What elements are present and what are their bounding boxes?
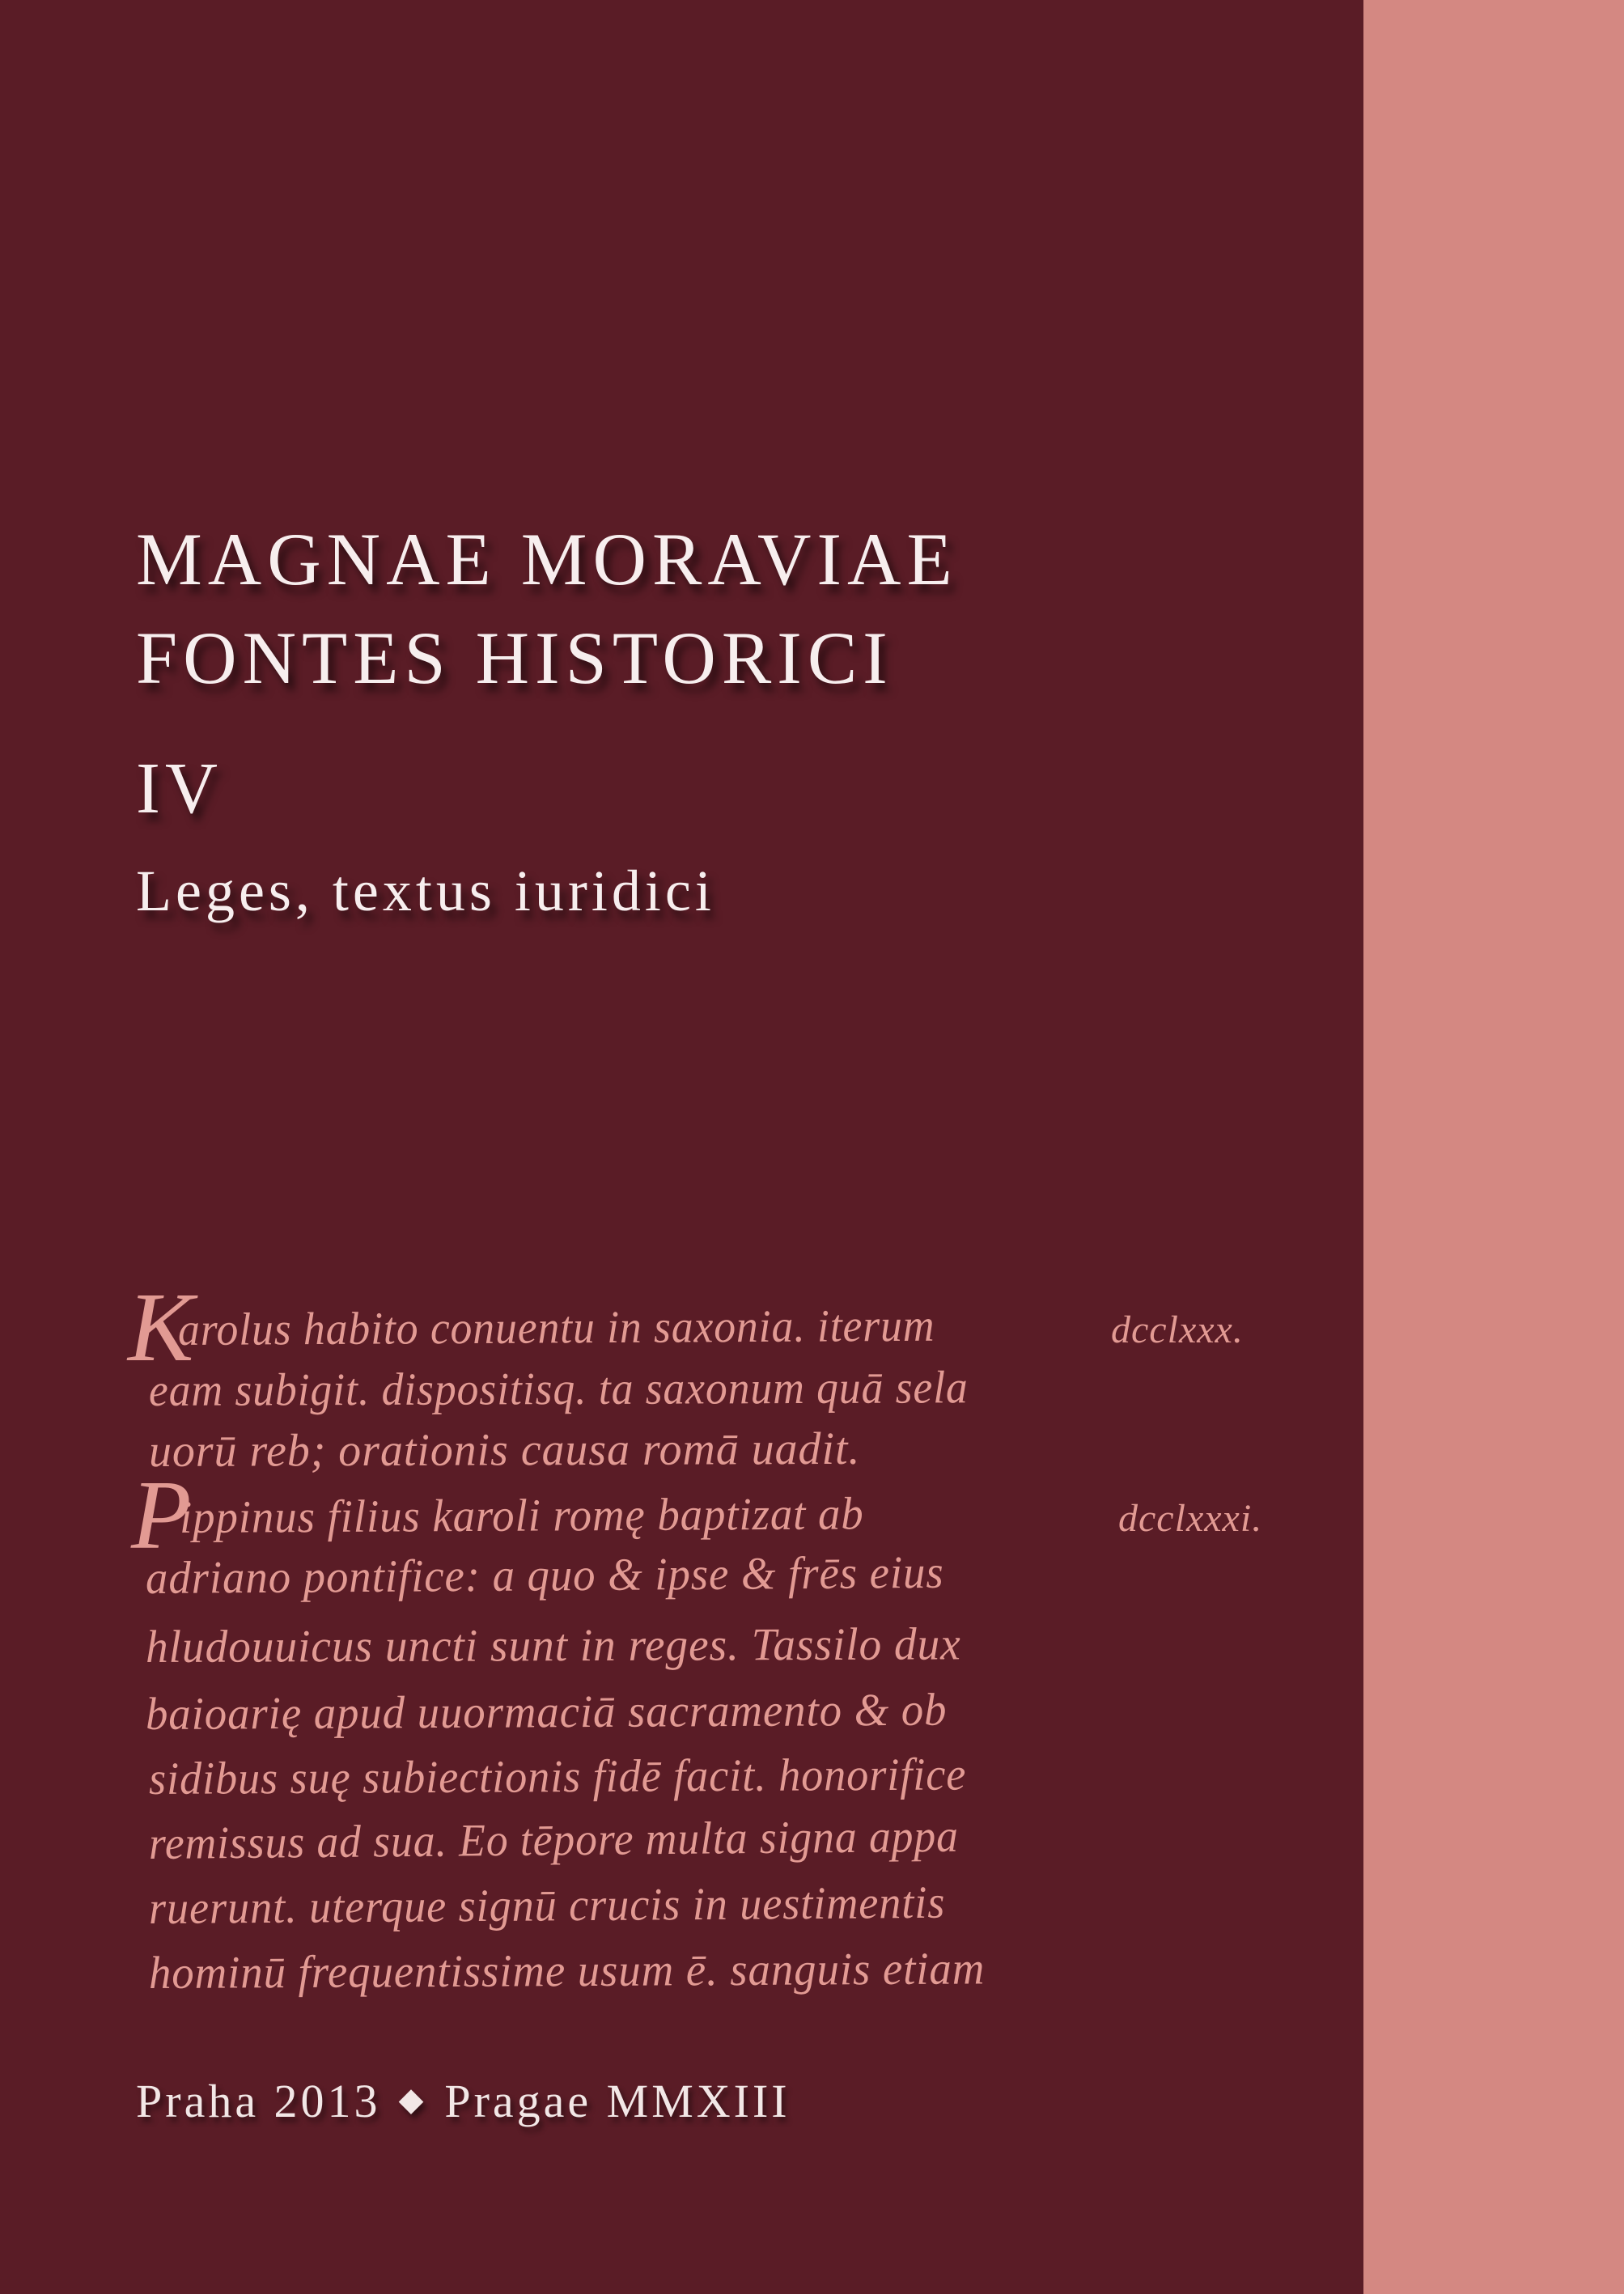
manuscript-line-10: ruerunt. uterque signū crucis in uestimentis (148, 1876, 946, 1934)
manuscript-line-9: remissus ad sua. Eo tēpore multa signa appa (148, 1810, 960, 1869)
manuscript-line-11: hominū frequentissime usum ē. sanguis etiam (148, 1943, 986, 1999)
volume-subtitle: Leges, textus iuridici (136, 859, 715, 923)
imprint-separator-icon: ◆ (398, 2081, 427, 2118)
marginal-date-781: dcclxxxi. (1118, 1497, 1263, 1540)
imprint-place-date-latin: Pragae MMXIII (444, 2075, 791, 2127)
series-title-line-1: MAGNAE MORAVIAE (136, 518, 958, 600)
manuscript-line-1: arolus habito conuentu in saxonia. iterum (177, 1300, 935, 1355)
series-title-line-2: FONTES HISTORICI (136, 617, 893, 699)
volume-number: IV (136, 748, 223, 829)
manuscript-initial-k: K (128, 1273, 194, 1382)
manuscript-line-6: hludouuicus uncti sunt in reges. Tassilo dux (145, 1618, 961, 1673)
manuscript-line-4: ippinus filius karoli romę baptizat ab (179, 1488, 864, 1543)
manuscript-initial-p: P (131, 1461, 192, 1570)
manuscript-line-7: baioarię apud uuormaciā sacramento & ob (145, 1684, 948, 1740)
manuscript-excerpt (121, 1266, 1327, 2019)
imprint-place-date-czech: Praha 2013 (136, 2075, 381, 2127)
cover-side-stripe (1363, 0, 1624, 2294)
manuscript-line-8: sidibus suę subiectionis fidē facit. honorifice (148, 1749, 967, 1804)
manuscript-line-5: adriano pontifice: a quo & ipse & frēs eius (145, 1546, 944, 1604)
manuscript-line-2: eam subigit. dispositisq. ta saxonum quā sela (148, 1362, 969, 1416)
publication-imprint (136, 2075, 791, 2127)
manuscript-line-3: uorū reb; orationis causa romā uadit. (148, 1423, 861, 1477)
marginal-date-780: dcclxxx. (1111, 1308, 1244, 1351)
